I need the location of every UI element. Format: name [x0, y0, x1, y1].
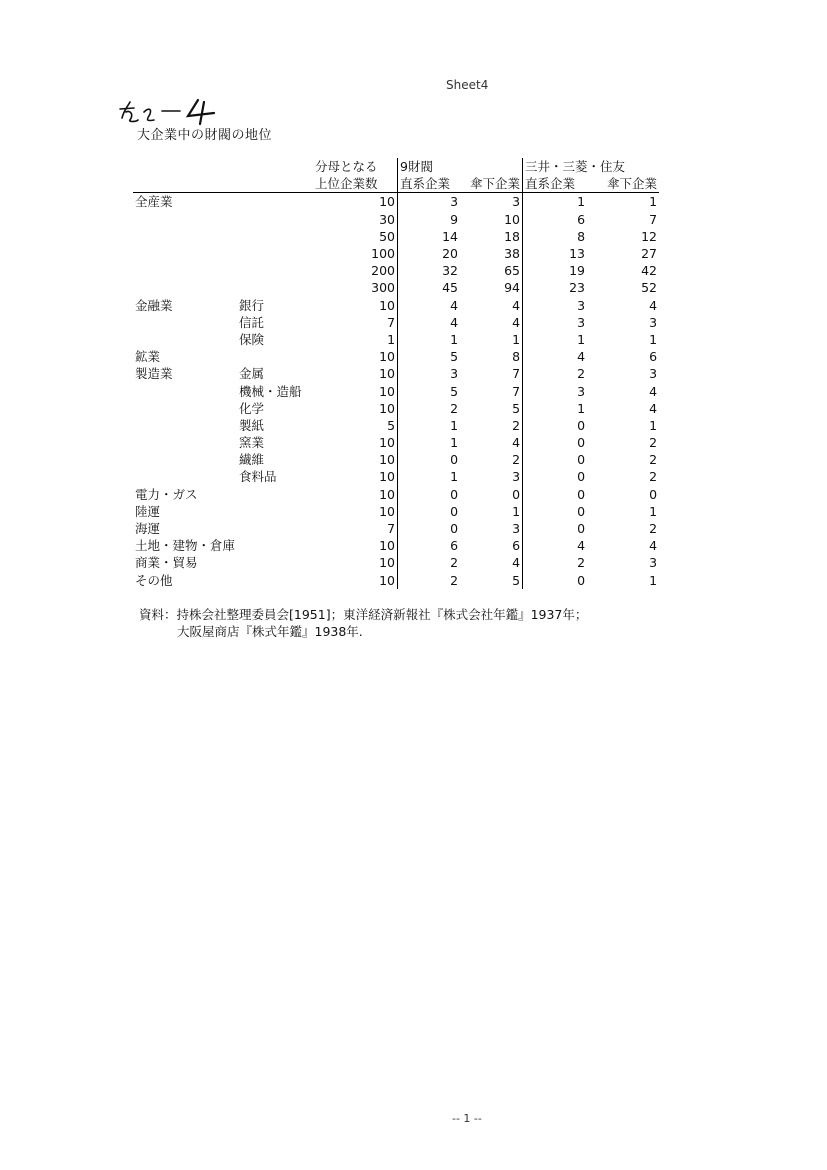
group3-subsidiary-cell: 4	[649, 538, 658, 554]
scale-cell: 200	[313, 262, 398, 279]
header-scale-line2: 上位企業数	[313, 175, 398, 193]
group9-subsidiary-cell: 3	[460, 468, 523, 485]
table-row	[133, 348, 659, 365]
subcategory-cell	[237, 245, 313, 262]
group9-direct-cell: 4	[450, 314, 459, 330]
table-row	[133, 228, 659, 245]
group9-direct-cell: 14	[442, 228, 459, 244]
group9-direct-cell: 2	[450, 555, 459, 571]
category-cell: 海運	[135, 521, 161, 537]
header-group3-direct: 直系企業	[523, 175, 588, 193]
subcategory-cell	[237, 228, 313, 245]
group9-subsidiary-cell: 1	[460, 503, 523, 520]
category-cell	[133, 382, 237, 399]
subcategory-cell	[237, 193, 313, 211]
group3-direct-cell: 0	[577, 417, 586, 433]
category-cell	[133, 314, 237, 331]
group9-direct-cell: 1	[450, 435, 459, 451]
group9-direct-cell: 0	[450, 503, 459, 519]
group3-subsidiary-cell: 27	[641, 246, 658, 262]
header-row-1	[133, 158, 659, 175]
group3-direct-cell: 0	[577, 435, 586, 451]
scale-cell: 10	[313, 468, 398, 485]
subcategory-cell	[237, 211, 313, 228]
subcategory-cell: 金属	[239, 366, 265, 382]
group3-subsidiary-cell: 42	[641, 263, 658, 279]
group9-subsidiary-cell: 7	[460, 365, 523, 382]
table-row	[133, 314, 659, 331]
source-line-1: 資料：持株会社整理委員会[1951]；東洋経済新報社『株式会社年鑑』1937年；	[139, 607, 588, 622]
group3-direct-cell: 2	[577, 555, 586, 571]
category-cell: 電力・ガス	[135, 486, 198, 502]
scale-cell: 7	[313, 520, 398, 537]
header-group3-subsidiary: 傘下企業	[587, 175, 659, 193]
subcategory-cell	[237, 520, 313, 537]
group9-subsidiary-cell: 1	[460, 331, 523, 348]
group3-direct-cell: 1	[577, 331, 586, 347]
subcategory-cell	[237, 262, 313, 279]
group9-subsidiary-cell: 65	[460, 262, 523, 279]
scale-cell: 1	[313, 331, 398, 348]
category-cell	[133, 417, 237, 434]
group9-subsidiary-cell: 4	[460, 434, 523, 451]
group9-subsidiary-cell: 5	[460, 572, 523, 589]
group3-direct-cell: 3	[577, 297, 586, 313]
group9-direct-cell: 5	[450, 383, 459, 399]
group9-subsidiary-cell: 0	[460, 486, 523, 503]
scale-cell: 10	[313, 537, 398, 554]
scale-cell: 50	[313, 228, 398, 245]
scale-cell: 10	[313, 297, 398, 314]
subcategory-cell	[237, 537, 313, 554]
scale-cell: 7	[313, 314, 398, 331]
group3-subsidiary-cell: 2	[649, 469, 658, 485]
group3-direct-cell: 0	[577, 503, 586, 519]
group9-subsidiary-cell: 38	[460, 245, 523, 262]
category-cell: 商業・貿易	[135, 555, 198, 571]
table-row	[133, 417, 659, 434]
group9-direct-cell: 20	[442, 246, 459, 262]
category-cell	[133, 468, 237, 485]
subcategory-cell: 銀行	[239, 297, 265, 313]
group3-subsidiary-cell: 1	[649, 417, 658, 433]
table-row	[133, 297, 659, 314]
category-cell: 製造業	[135, 366, 173, 382]
category-cell: 鉱業	[135, 349, 161, 365]
group9-direct-cell: 0	[450, 452, 459, 468]
group3-direct-cell: 4	[577, 538, 586, 554]
group3-subsidiary-cell: 4	[649, 383, 658, 399]
table-row	[133, 537, 659, 554]
category-cell	[133, 262, 237, 279]
subcategory-cell	[237, 503, 313, 520]
group9-direct-cell: 2	[450, 572, 459, 588]
scale-cell: 10	[313, 348, 398, 365]
group3-direct-cell: 19	[569, 263, 586, 279]
zaibatsu-table	[133, 158, 659, 589]
group3-subsidiary-cell: 6	[649, 349, 658, 365]
table-row	[133, 331, 659, 348]
scale-cell: 10	[313, 554, 398, 571]
group3-direct-cell: 0	[577, 486, 586, 502]
group3-subsidiary-cell: 2	[649, 435, 658, 451]
source-line-2: 大阪屋商店『株式年鑑』1938年.	[177, 624, 363, 639]
group3-direct-cell: 0	[577, 521, 586, 537]
group9-subsidiary-cell: 6	[460, 537, 523, 554]
category-cell: 土地・建物・倉庫	[135, 538, 236, 554]
table-row	[133, 400, 659, 417]
scale-cell: 10	[313, 400, 398, 417]
group9-direct-cell: 2	[450, 400, 459, 416]
category-cell	[133, 279, 237, 296]
group9-direct-cell: 9	[450, 211, 459, 227]
group9-subsidiary-cell: 7	[460, 382, 523, 399]
table-row	[133, 451, 659, 468]
category-cell: 金融業	[135, 297, 173, 313]
category-cell	[133, 245, 237, 262]
group9-direct-cell: 1	[450, 331, 459, 347]
scale-cell: 10	[313, 572, 398, 589]
group3-direct-cell: 8	[577, 228, 586, 244]
category-cell	[133, 211, 237, 228]
group3-subsidiary-cell: 3	[649, 555, 658, 571]
group3-subsidiary-cell: 52	[641, 280, 658, 296]
table-row	[133, 434, 659, 451]
group9-direct-cell: 1	[450, 417, 459, 433]
group3-direct-cell: 3	[577, 383, 586, 399]
header-group9-direct: 直系企業	[398, 175, 461, 193]
table-row	[133, 211, 659, 228]
group3-direct-cell: 4	[577, 349, 586, 365]
subcategory-cell: 繊維	[239, 452, 265, 468]
table-row	[133, 382, 659, 399]
group9-direct-cell: 3	[450, 194, 459, 210]
group3-direct-cell: 1	[577, 194, 586, 210]
group9-direct-cell: 1	[450, 469, 459, 485]
subcategory-cell: 信託	[239, 314, 265, 330]
table-row	[133, 486, 659, 503]
group9-direct-cell: 3	[450, 366, 459, 382]
group3-direct-cell: 0	[577, 452, 586, 468]
group9-subsidiary-cell: 10	[460, 211, 523, 228]
group9-subsidiary-cell: 8	[460, 348, 523, 365]
table-title: 大企業中の財閥の地位	[137, 128, 273, 143]
subcategory-cell	[237, 572, 313, 589]
group9-direct-cell: 0	[450, 486, 459, 502]
subcategory-cell: 機械・造船	[239, 383, 302, 399]
group9-direct-cell: 45	[442, 280, 459, 296]
subcategory-cell	[237, 554, 313, 571]
table-row	[133, 245, 659, 262]
header-row-2	[133, 175, 659, 193]
table-row	[133, 365, 659, 382]
source-note	[139, 606, 587, 640]
category-cell: 全産業	[135, 194, 173, 210]
scale-cell: 10	[313, 382, 398, 399]
table-row	[133, 572, 659, 589]
group3-subsidiary-cell: 3	[649, 314, 658, 330]
group3-subsidiary-cell: 1	[649, 503, 658, 519]
group9-subsidiary-cell: 5	[460, 400, 523, 417]
group3-subsidiary-cell: 1	[649, 331, 658, 347]
category-cell: その他	[135, 572, 173, 588]
group9-subsidiary-cell: 2	[460, 417, 523, 434]
scale-cell: 10	[313, 486, 398, 503]
scale-cell: 5	[313, 417, 398, 434]
group3-subsidiary-cell: 2	[649, 521, 658, 537]
subcategory-cell: 窯業	[239, 435, 265, 451]
scale-cell: 300	[313, 279, 398, 296]
scale-cell: 10	[313, 503, 398, 520]
group3-subsidiary-cell: 0	[649, 486, 658, 502]
handwritten-table-label	[118, 96, 228, 126]
table-row	[133, 503, 659, 520]
group9-direct-cell: 4	[450, 297, 459, 313]
table-row	[133, 554, 659, 571]
category-cell	[133, 228, 237, 245]
scale-cell: 10	[313, 193, 398, 211]
group3-subsidiary-cell: 4	[649, 400, 658, 416]
sheet-name: Sheet4	[446, 78, 489, 92]
table-row	[133, 279, 659, 296]
group3-direct-cell: 0	[577, 469, 586, 485]
header-scale-line1: 分母となる	[313, 158, 398, 175]
header-group9: 9財閥	[400, 159, 433, 175]
scale-cell: 100	[313, 245, 398, 262]
group3-subsidiary-cell: 2	[649, 452, 658, 468]
category-cell	[133, 400, 237, 417]
subcategory-cell: 食料品	[239, 469, 277, 485]
subcategory-cell: 製紙	[239, 417, 265, 433]
group3-direct-cell: 23	[569, 280, 586, 296]
subcategory-cell	[237, 279, 313, 296]
group9-subsidiary-cell: 3	[460, 520, 523, 537]
group3-direct-cell: 2	[577, 366, 586, 382]
group3-subsidiary-cell: 3	[649, 366, 658, 382]
group9-direct-cell: 0	[450, 521, 459, 537]
scale-cell: 10	[313, 434, 398, 451]
group9-direct-cell: 32	[442, 263, 459, 279]
group9-subsidiary-cell: 3	[460, 193, 523, 211]
subcategory-cell	[237, 348, 313, 365]
table-row	[133, 193, 659, 211]
header-group9-subsidiary: 傘下企業	[460, 175, 523, 193]
group9-subsidiary-cell: 94	[460, 279, 523, 296]
category-cell	[133, 331, 237, 348]
group3-subsidiary-cell: 7	[649, 211, 658, 227]
group3-subsidiary-cell: 1	[649, 572, 658, 588]
table-row	[133, 262, 659, 279]
category-cell	[133, 451, 237, 468]
group3-subsidiary-cell: 4	[649, 297, 658, 313]
group3-direct-cell: 13	[569, 246, 586, 262]
group9-subsidiary-cell: 2	[460, 451, 523, 468]
page-number: -- 1 --	[452, 1112, 482, 1125]
group3-direct-cell: 1	[577, 400, 586, 416]
scale-cell: 10	[313, 451, 398, 468]
group9-subsidiary-cell: 4	[460, 554, 523, 571]
subcategory-cell	[237, 486, 313, 503]
category-cell: 陸運	[135, 503, 161, 519]
subcategory-cell: 化学	[239, 400, 265, 416]
subcategory-cell: 保険	[239, 331, 265, 347]
table-row	[133, 468, 659, 485]
group9-direct-cell: 5	[450, 349, 459, 365]
group9-subsidiary-cell: 4	[460, 314, 523, 331]
scale-cell: 30	[313, 211, 398, 228]
group9-direct-cell: 6	[450, 538, 459, 554]
group3-subsidiary-cell: 1	[649, 194, 658, 210]
group9-subsidiary-cell: 4	[460, 297, 523, 314]
group3-direct-cell: 0	[577, 572, 586, 588]
group3-direct-cell: 6	[577, 211, 586, 227]
group3-direct-cell: 3	[577, 314, 586, 330]
category-cell	[133, 434, 237, 451]
group9-subsidiary-cell: 18	[460, 228, 523, 245]
header-group3: 三井・三菱・住友	[525, 159, 626, 175]
scale-cell: 10	[313, 365, 398, 382]
group3-subsidiary-cell: 12	[641, 228, 658, 244]
table-row	[133, 520, 659, 537]
